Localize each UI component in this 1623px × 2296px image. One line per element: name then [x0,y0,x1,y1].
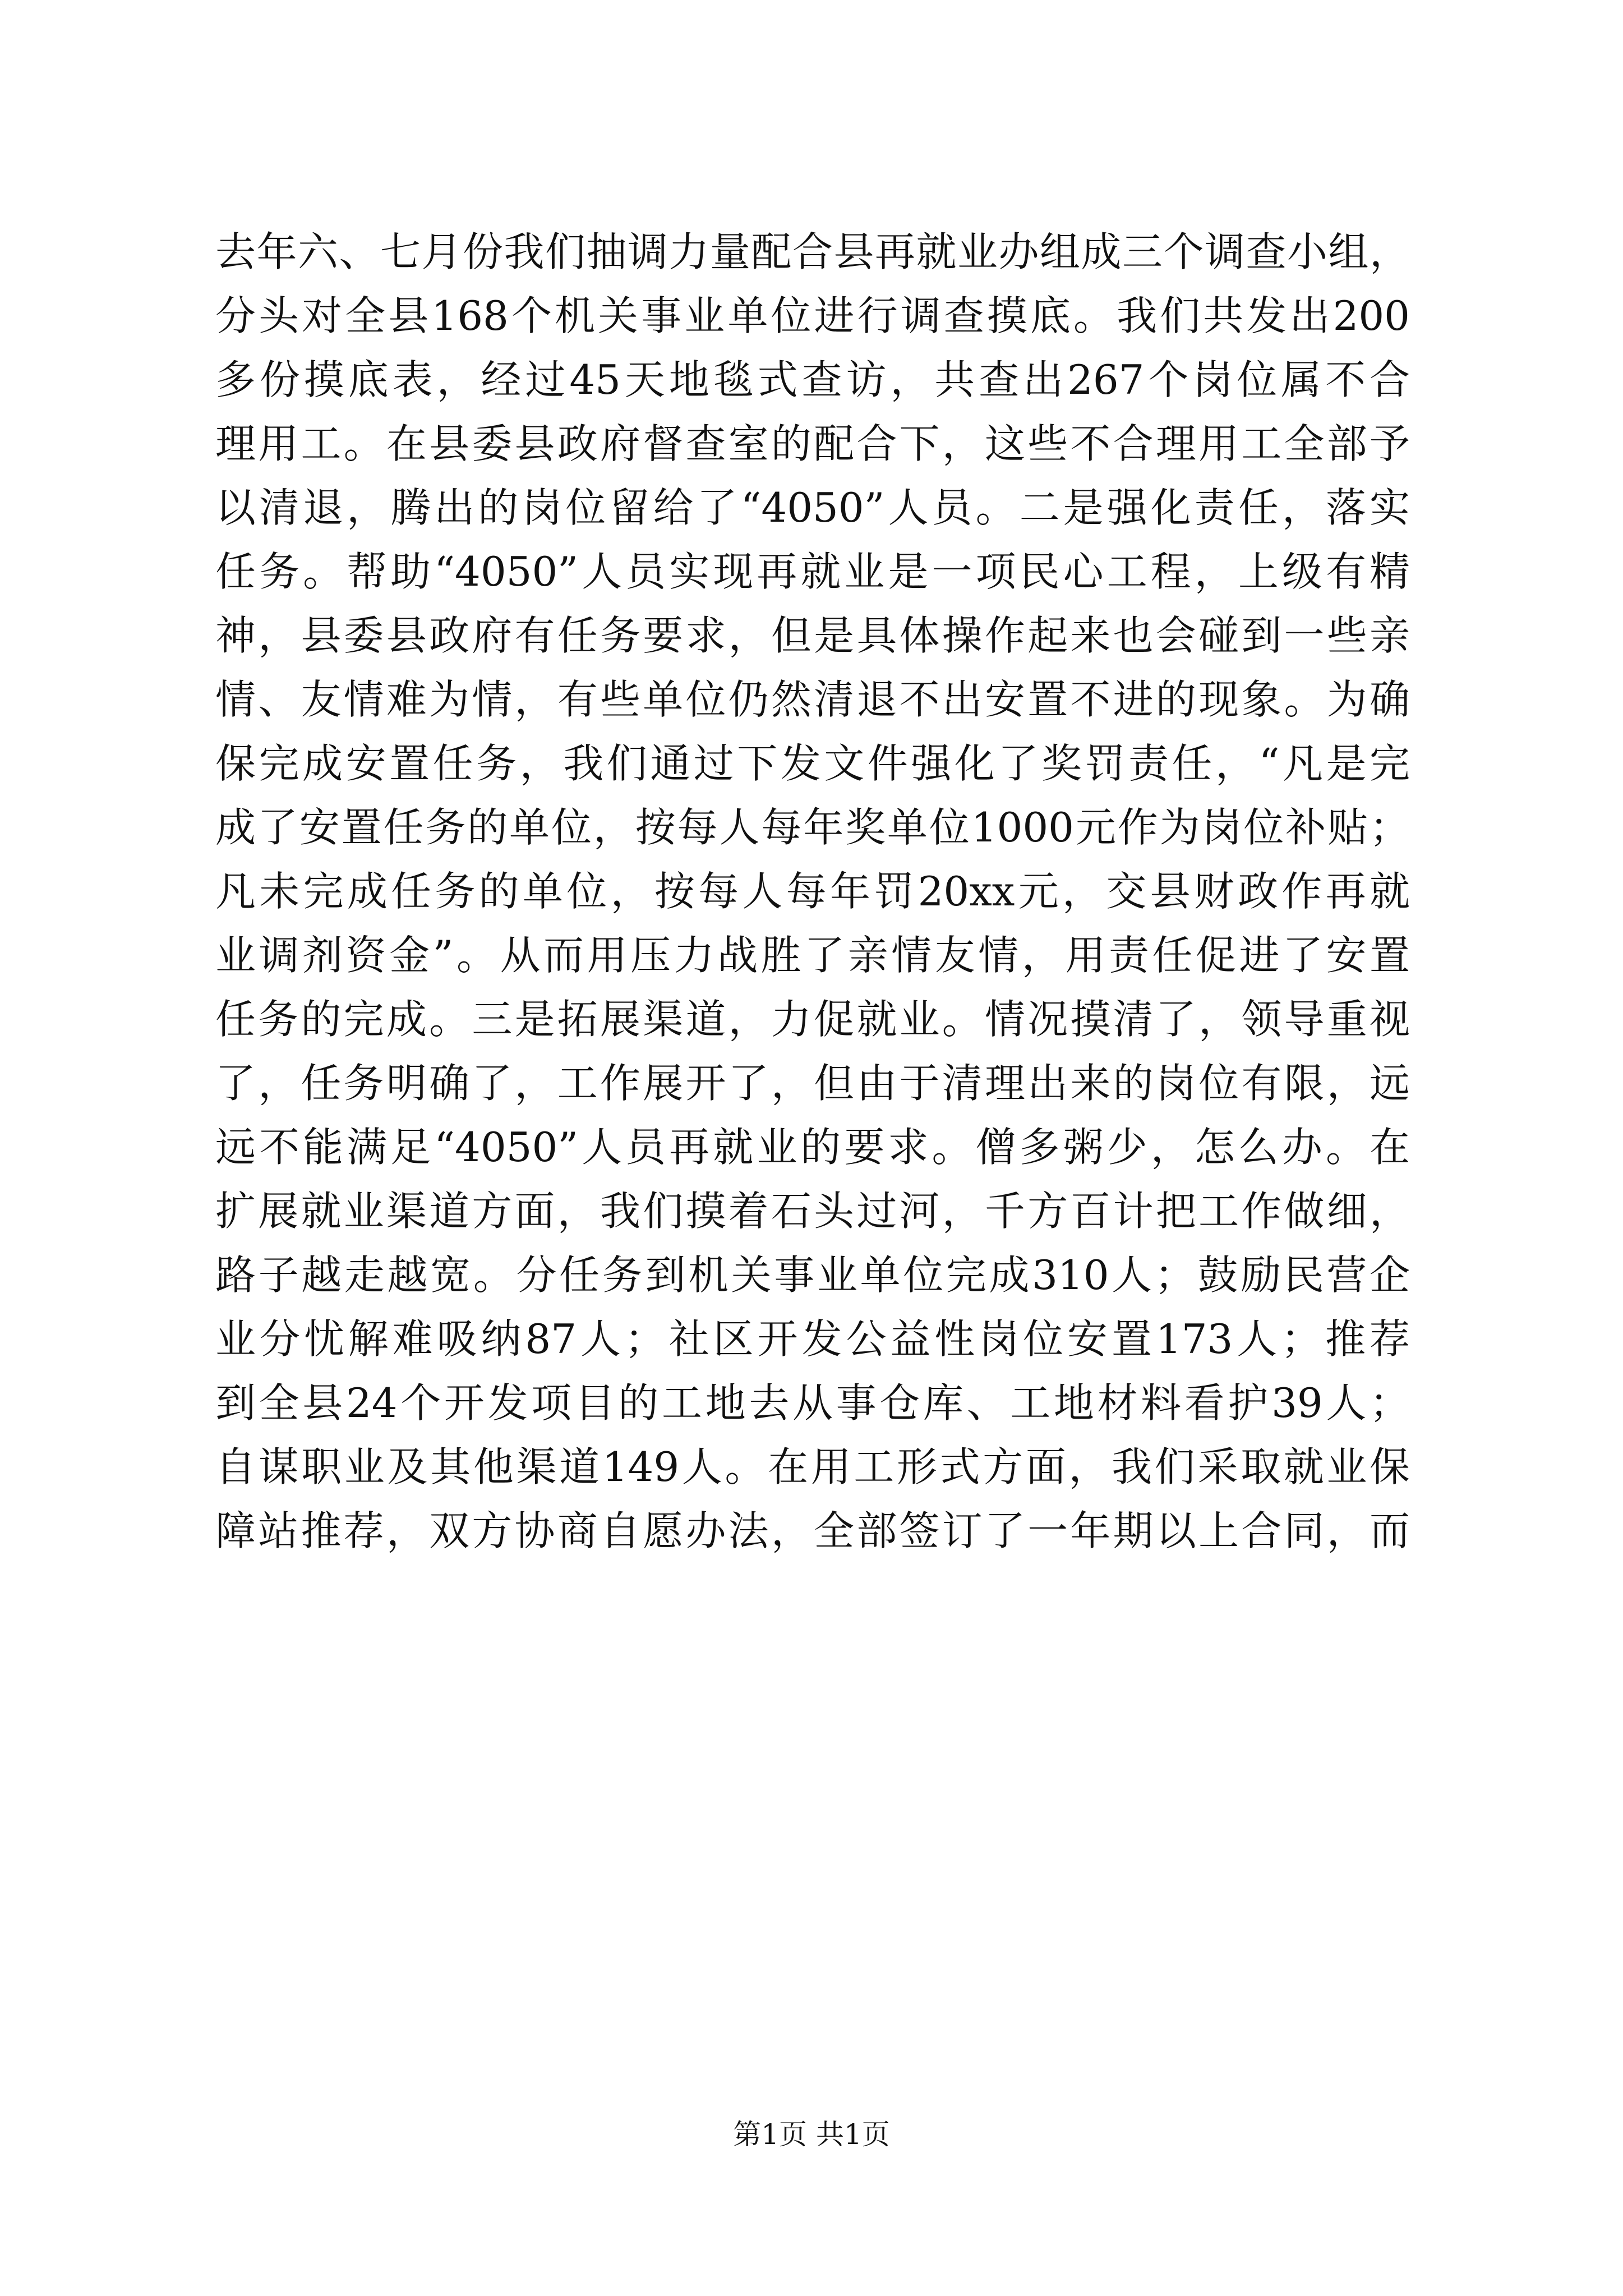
text-line-6: 任务。帮助“4050”人员实现再就业是一项民心工程，上级有精 [215,548,1410,595]
text-line-19: 到全县24个开发项目的工地去从事仓库、工地材料看护39人； [215,1379,1410,1427]
text-line-8: 情、友情难为情，有些单位仍然清退不出安置不进的现象。为确 [215,676,1410,723]
body-text [215,220,1410,1563]
text-line-21: 障站推荐，双方协商自愿办法，全部签订了一年期以上合同，而 [215,1507,1410,1554]
text-line-14: 了，任务明确了，工作展开了，但由于清理出来的岗位有限，远 [215,1060,1410,1107]
text-line-10: 成了安置任务的单位，按每人每年奖单位1000元作为岗位补贴； [215,804,1410,851]
text-line-1: 去年六、七月份我们抽调力量配合县再就业办组成三个调查小组， [215,228,1410,275]
text-line-20: 自谋职业及其他渠道149人。在用工形式方面，我们采取就业保 [215,1443,1410,1490]
text-line-12: 业调剂资金”。从而用压力战胜了亲情友情，用责任促进了安置 [215,932,1410,979]
text-line-7: 神，县委县政府有任务要求，但是具体操作起来也会碰到一些亲 [215,612,1410,659]
text-line-13: 任务的完成。三是拓展渠道，力促就业。情况摸清了，领导重视 [215,996,1410,1043]
text-line-17: 路子越走越宽。分任务到机关事业单位完成310人；鼓励民营企 [215,1251,1410,1299]
page-footer [0,2115,1623,2154]
text-line-5: 以清退，腾出的岗位留给了“4050”人员。二是强化责任，落实 [215,484,1410,531]
page-number-label: 第1页 共1页 [733,2118,890,2151]
text-line-11: 凡未完成任务的单位，按每人每年罚20xx元，交县财政作再就 [215,868,1410,915]
text-line-9: 保完成安置任务，我们通过下发文件强化了奖罚责任，“凡是完 [215,740,1410,787]
text-line-4: 理用工。在县委县政府督查室的配合下，这些不合理用工全部予 [215,420,1410,467]
text-line-18: 业分忧解难吸纳87人；社区开发公益性岗位安置173人；推荐 [215,1315,1410,1363]
text-line-15: 远不能满足“4050”人员再就业的要求。僧多粥少，怎么办。在 [215,1124,1410,1171]
text-line-16: 扩展就业渠道方面，我们摸着石头过河，千方百计把工作做细， [215,1188,1410,1235]
text-line-2: 分头对全县168个机关事业单位进行调查摸底。我们共发出200 [215,292,1410,339]
text-line-3: 多份摸底表，经过45天地毯式查访，共查出267个岗位属不合 [215,356,1410,403]
